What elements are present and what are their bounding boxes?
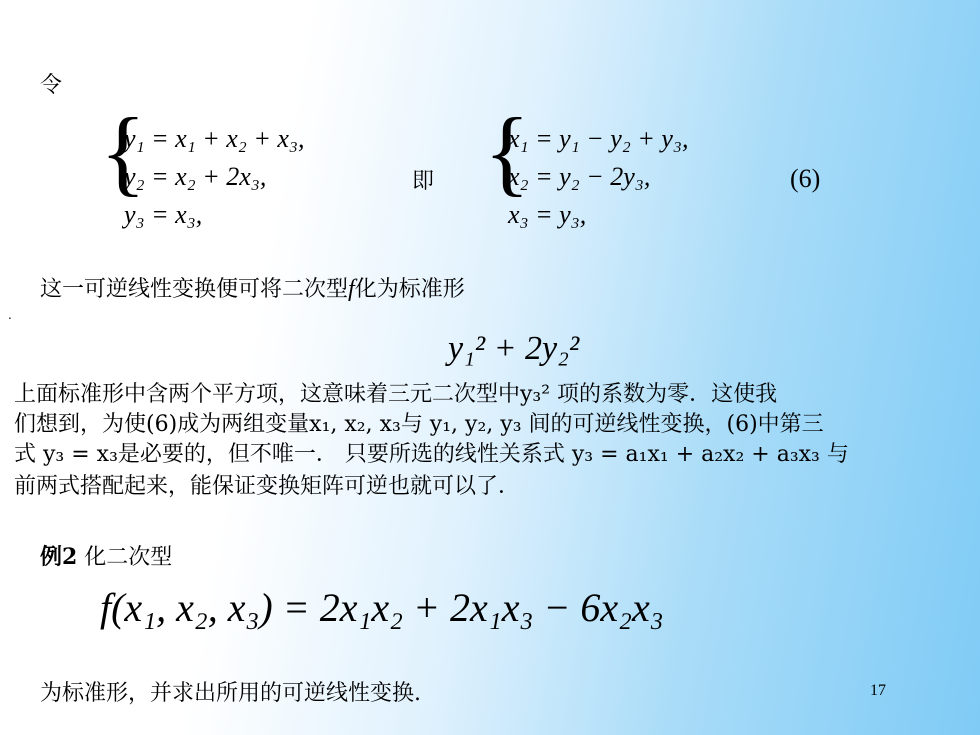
left-brace-2: { bbox=[484, 98, 531, 205]
intro-ling: 令 bbox=[40, 73, 63, 98]
sentence1 bbox=[40, 272, 465, 303]
example-heading bbox=[40, 540, 172, 571]
page-number: 17 bbox=[870, 682, 886, 699]
standard-form: y₁² + 2y₂² bbox=[448, 330, 580, 367]
quadratic-form: f(x₁, x₂, x₃) = 2x₁x₂ + 2x₁x₃ − 6x₂x₃ bbox=[100, 585, 664, 630]
para-line1: 上面标准形中含两个平方项，这意味着三元二次型中y₃² 项的系数为零．这使我 bbox=[14, 382, 778, 407]
ji-label: 即 bbox=[412, 169, 435, 194]
sys1-row2: y₂ = x₂ + 2x₃, bbox=[124, 162, 267, 191]
para-line3: 式 y₃ = x₃是必要的，但不唯一． 只要所选的线性关系式 y₃ = a₁x₁ + a₂x₂ + a₃x₃ 与 bbox=[14, 442, 849, 467]
sys2-row3: x₃ = y₃, bbox=[508, 200, 587, 229]
sys1-row1: y₁ = x₁ + x₂ + x₃, bbox=[124, 124, 305, 153]
sentence1-post: 化为标准形 bbox=[354, 277, 465, 302]
left-brace-1: { bbox=[100, 98, 147, 205]
stray-dot: . bbox=[8, 308, 12, 322]
final-text: 为标准形，并求出所用的可逆线性变换. bbox=[40, 681, 421, 706]
para-line2: 们想到，为使(6)成为两组变量x₁, x₂, x₃与 y₁, y₂, y₃ 间的可逆线性变换，(6)中第三 bbox=[14, 412, 824, 437]
sentence1-pre: 这一可逆线性变换便可将二次型 bbox=[40, 277, 349, 302]
equation-label: (6) bbox=[790, 164, 821, 193]
example-label: 例2 bbox=[40, 544, 78, 570]
sys2-row2: x₂ = y₂ − 2y₃, bbox=[508, 162, 651, 191]
sentence1-f: f bbox=[348, 276, 355, 302]
example-text: 化二次型 bbox=[77, 545, 173, 570]
para-line4: 前两式搭配起来，能保证变换矩阵可逆也就可以了． bbox=[14, 474, 521, 499]
sys1-row3: y₃ = x₃, bbox=[124, 200, 203, 229]
sys2-row1: x₁ = y₁ − y₂ + y₃, bbox=[508, 124, 689, 153]
